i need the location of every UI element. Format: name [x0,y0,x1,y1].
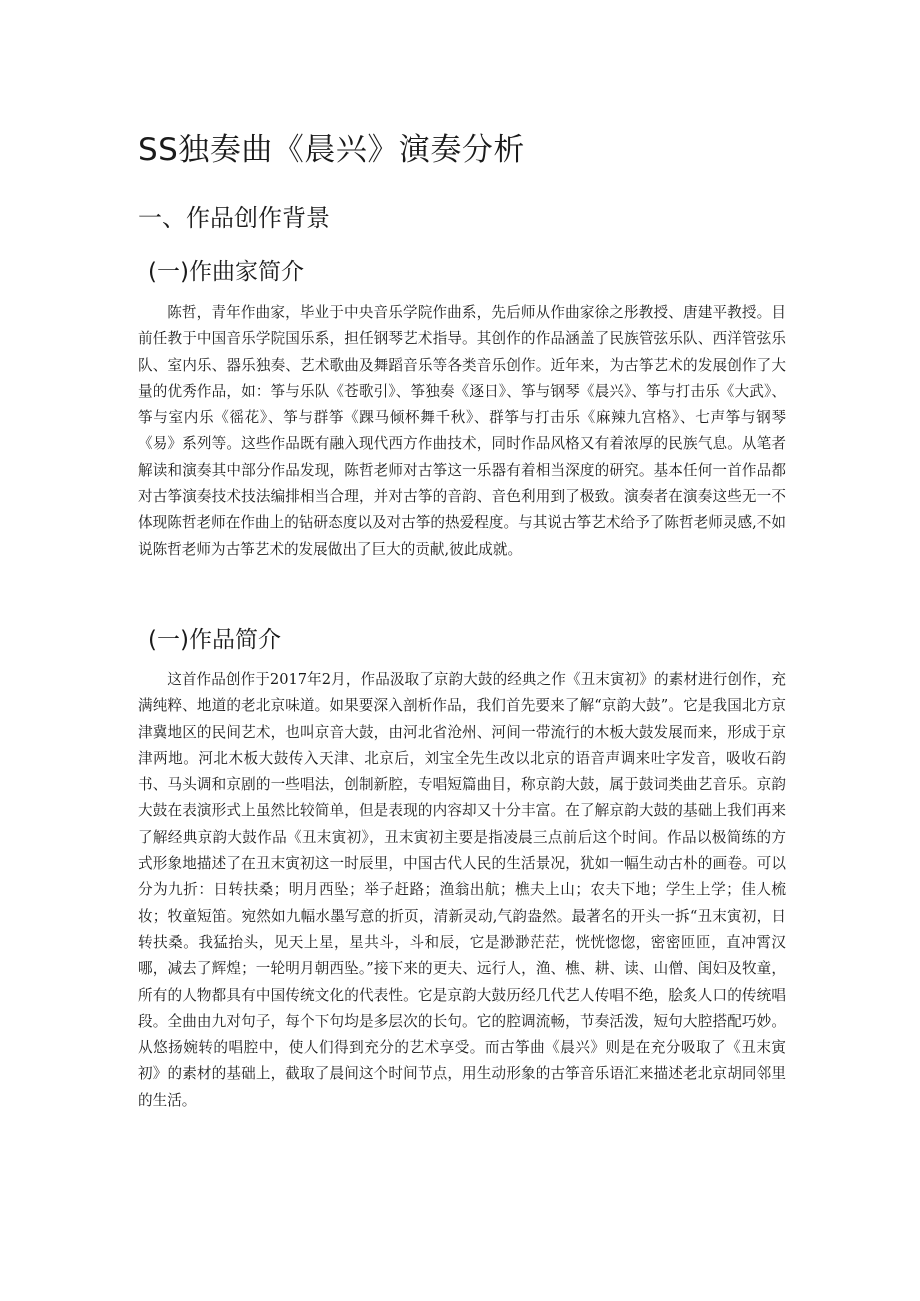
subsection-heading-composer: (一)作曲家简介 [148,259,304,285]
composer-paragraph: 陈哲，青年作曲家，毕业于中央音乐学院作曲系，先后师从作曲家徐之彤教授、唐建平教授。目前任教于中国音乐学院国乐系，担任钢琴艺术指导。其创作的作品涵盖了民族管弦乐队、西洋管弦乐队、室内乐、器乐独奏、艺术歌曲及舞蹈音乐等各类音乐创作。近年来，为古筝艺术的发展创作了大量的优秀作品，如：筝与乐队《苍歌引》、筝独奏《逐日》、筝与钢琴《晨兴》、筝与打击乐《大武》、筝与室内乐《徭花》、筝与群筝《踝马倾杯舞千秋》、群筝与打击乐《麻辣九宫格》、七声筝与钢琴《易》系列等。这些作品既有融入现代西方作曲技术，同时作品风格又有着浓厚的民族气息。从笔者解读和演奏其中部分作品发现，陈哲老师对古筝这一乐器有着相当深度的研究。基本任何一首作品都对古筝演奏技术技法编排相当合理，并对古筝的音韵、音色利用到了极致。演奏者在演奏这些无一不体现陈哲老师在作曲上的钻研态度以及对古筝的热爱程度。与其说古筝艺术给予了陈哲老师灵感,不如说陈哲老师为古筝艺术的发展做出了巨大的贡献,彼此成就。 [138,304,786,558]
subsection-heading-work: (一)作品简介 [148,627,281,653]
work-paragraph: 这首作品创作于2017年2月，作品汲取了京韵大鼓的经典之作《丑末寅初》的素材进行创作，充满纯粹、地道的老北京味道。如果要深入剖析作品，我们首先要来了解“京韵大鼓”。它是我国北方京津冀地区的民间艺术，也叫京音大鼓，由河北省沧州、河间一带流行的木板大鼓发展而来，形成于京津两地。河北木板大鼓传入天津、北京后，刘宝全先生改以北京的语音声调来吐字发音，吸收石韵书、马头调和京剧的一些唱法，创制新腔，专唱短篇曲目，称京韵大鼓，属于鼓词类曲艺音乐。京韵大鼓在表演形式上虽然比较简单，但是表现的内容却又十分丰富。在了解京韵大鼓的基础上我们再来了解经典京韵大鼓作品《丑末寅初》，丑末寅初主要是指凌晨三点前后这个时间。作品以极简练的方式形象地描述了在丑末寅初这一时辰里，中国古代人民的生活景况，犹如一幅生动古朴的画卷。可以分为九折：日转扶桑；明月西坠；举子赶路；渔翁出航；樵夫上山；农夫下地；学生上学；佳人梳妆；牧童短笛。宛然如九幅水墨写意的折页，清新灵动,气韵盎然。最著名的开头一拆“丑末寅初，日转扶桑。我猛抬头，见天上星，星共斗，斗和辰，它是渺渺茫茫，恍恍惚惚，密密匝匝，直冲霄汉哪，减去了辉煌；一轮明月朝西坠。”接下来的更夫、远行人，渔、樵、耕、读、山僧、闺妇及牧童，所有的人物都具有中国传统文化的代表性。它是京韵大鼓历经几代艺人传唱不绝，脍炙人口的传统唱段。全曲由九对句子，每个下句均是多层次的长句。它的腔调流畅，节奏活泼，短句大腔搭配巧妙。从悠扬婉转的唱腔中，使人们得到充分的艺术享受。而古筝曲《晨兴》则是在充分吸取了《丑末寅初》的素材的基础上，截取了晨间这个时间节点，用生动形象的古筝音乐语汇来描述老北京胡同邻里的生活。 [138,671,786,1109]
document-title: SS独奏曲《晨兴》演奏分析 [138,132,525,168]
section-heading-background: 一、作品创作背景 [138,204,330,232]
